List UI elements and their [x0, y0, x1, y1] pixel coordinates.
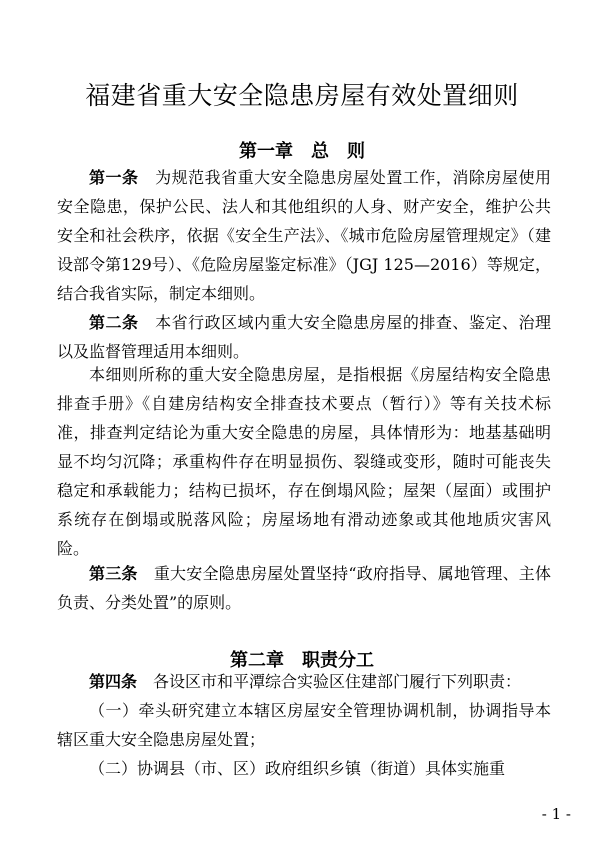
paragraph-text: 各设区市和平潭综合实验区住建部门履行下列职责：: [137, 672, 522, 691]
article-label: 第二条: [89, 313, 139, 332]
paragraph-text: 重大安全隐患房屋处置坚持“政府指导、属地管理、主体负责、分类处置”的原则。: [57, 564, 551, 612]
document-title: 福建省重大安全隐患房屋有效处置细则: [85, 81, 519, 110]
paragraph-text: 本省行政区域内重大安全隐患房屋的排查、鉴定、治理以及监督管理适用本细则。: [57, 313, 551, 361]
paragraph-text: （一）牵头研究建立本辖区房屋安全管理协调机制，协调指导本辖区重大安全隐患房屋处置；: [57, 701, 551, 749]
paragraph: [57, 667, 551, 696]
paragraph-text: 为规范我省重大安全隐患房屋处置工作，消除房屋使用安全隐患，保护公民、法人和其他组织的人身、财产安全，维护公共安全和社会秩序，依据《安全生产法》、《城市危险房屋管理规定》（建设部令第129号）、《危险房屋鉴定标准》（JGJ 125—2016）等规定，结合我省实际，制定本细则。: [57, 168, 551, 303]
paragraph-text: （二）协调县（市、区）政府组织乡镇（街道）具体实施重: [89, 759, 506, 778]
article-label: 第三条: [89, 564, 138, 583]
paragraph: [57, 559, 551, 617]
paragraph: [57, 754, 551, 783]
article-label: 第一条: [89, 168, 139, 187]
paragraph: [57, 696, 551, 754]
article-label: 第四条: [89, 672, 138, 691]
chapter-heading-text: 第二章 职责分工: [230, 650, 374, 671]
paragraph: [57, 360, 551, 563]
paragraph: [57, 163, 551, 308]
paragraph: [57, 308, 551, 366]
chapter-heading-text: 第一章 总 则: [239, 141, 365, 162]
page-number: - 1 -: [541, 805, 571, 823]
chapter-heading: [0, 137, 604, 163]
paragraph-text: 本细则所称的重大安全隐患房屋，是指根据《房屋结构安全隐患排查手册》《自建房结构安全排查技术要点（暂行）》等有关技术标准，排查判定结论为重大安全隐患的房屋，具体情形为：地基基础明显不均匀沉降；承重构件存在明显损伤、裂缝或变形，随时可能丧失稳定和承载能力；结构已损坏，存在倒塌风险；屋架（屋面）或围护系统存在倒塌或脱落风险；房屋场地有滑动迹象或其他地质灾害风险。: [57, 365, 551, 558]
